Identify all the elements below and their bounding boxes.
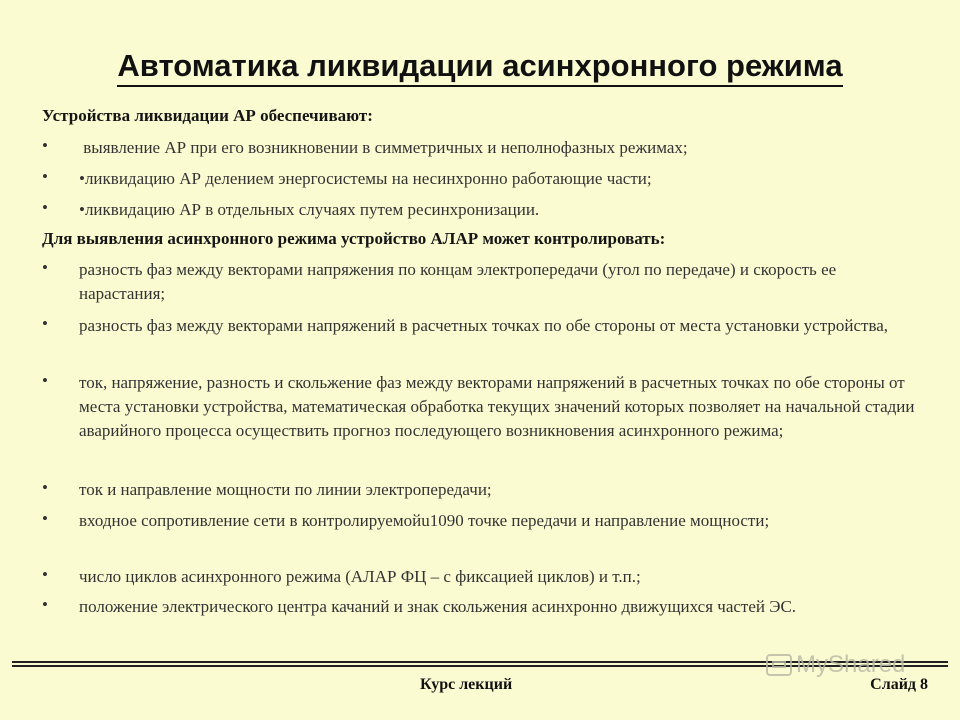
list-item xyxy=(42,565,922,589)
watermark xyxy=(766,651,905,679)
bullet-icon: • xyxy=(42,314,48,333)
slide-title xyxy=(0,48,960,87)
bullet-icon: • xyxy=(42,565,48,584)
bullet-icon: • xyxy=(42,509,48,528)
list-item xyxy=(42,509,922,557)
list-item xyxy=(42,198,922,222)
list-item xyxy=(42,314,922,362)
bullet-icon: • xyxy=(42,258,48,277)
list-item-text: выявление АР при его возникновении в симметричных и неполнофазных режимах; xyxy=(79,138,688,157)
list-item xyxy=(42,478,922,502)
list-item-text: •ликвидацию АР в отдельных случаях путем ресинхронизации. xyxy=(79,200,540,219)
monitor-icon xyxy=(766,654,792,676)
list-item-text: ток, напряжение, разность и скольжение фаз между векторами напряжений в расчетных точках по обе стороны от места установки устройства, математическая обработка текущих значений которых позволяет на начальной стадии аварийного процесса осуществить прогноз последующего возникновения асинхронного режима; xyxy=(79,373,915,440)
watermark-text: MyShared xyxy=(796,651,906,678)
list-item xyxy=(42,167,922,191)
list-item-text: положение электрического центра качаний и знак скольжения асинхронно движущихся частей ЭС. xyxy=(79,597,797,616)
list-item xyxy=(42,595,922,643)
section1-heading: Устройства ликвидации АР обеспечивают: xyxy=(42,106,373,125)
bullet-icon: • xyxy=(42,595,48,614)
list-item xyxy=(42,371,922,467)
bullet-icon: • xyxy=(42,167,48,186)
bullet-icon: • xyxy=(42,136,48,155)
section2-heading: Для выявления асинхронного режима устройство АЛАР может контролировать: xyxy=(42,229,666,248)
slide-title-text: Автоматика ликвидации асинхронного режима xyxy=(117,48,842,87)
list-item-text: разность фаз между векторами напряжений в расчетных точках по обе стороны от места установки устройства, xyxy=(79,316,889,335)
list-item xyxy=(42,258,922,306)
bullet-icon: • xyxy=(42,478,48,497)
list-item-text: число циклов асинхронного режима (АЛАР ФЦ – с фиксацией циклов) и т.п.; xyxy=(79,567,641,586)
list-item-text: •ликвидацию АР делением энергосистемы на несинхронно работающие части; xyxy=(79,169,652,188)
footer-slide-number: Слайд 8 xyxy=(870,676,928,693)
list-item-text: ток и направление мощности по линии электропередачи; xyxy=(79,480,492,499)
bullet-icon: • xyxy=(42,371,48,390)
bullet-icon: • xyxy=(42,198,48,217)
list-item-text: входное сопротивление сети в контролируемойu1090 точке передачи и направление мощности; xyxy=(79,511,770,530)
list-item-text: разность фаз между векторами напряжения по концам электропередачи (угол по передаче) и скорость ее нарастания; xyxy=(79,260,837,303)
list-item xyxy=(42,136,922,160)
footer-course: Курс лекций xyxy=(420,676,513,693)
